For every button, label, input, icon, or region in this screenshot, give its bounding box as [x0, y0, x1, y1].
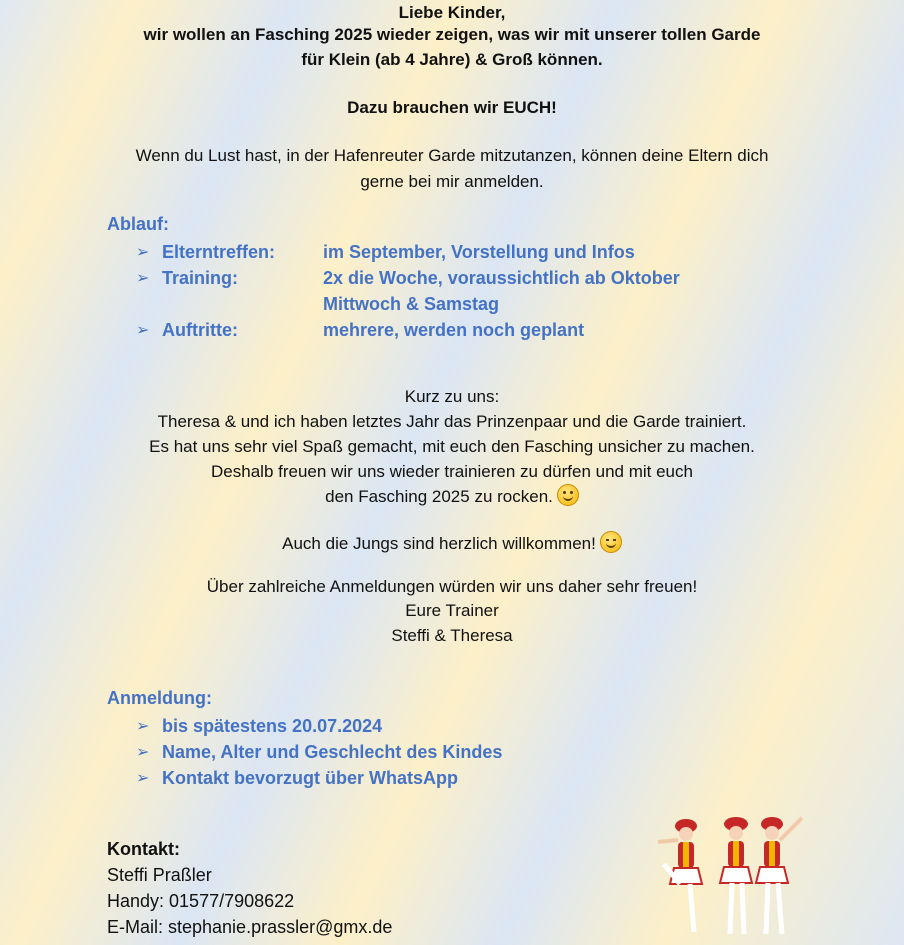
ablauf-label: Auftritte:	[162, 320, 238, 340]
ablauf-value: mehrere, werden noch geplant	[323, 320, 585, 340]
arrow-bullet-icon: ➢	[136, 322, 150, 339]
kontakt-email[interactable]: E-Mail: stephanie.prassler@gmx.de	[107, 917, 393, 937]
ablauf-value: im September, Vorstellung und Infos	[323, 242, 635, 262]
ablauf-value-2: Mittwoch & Samstag	[323, 294, 500, 314]
ablauf-value: 2x die Woche, voraussichtlich ab Oktober	[323, 268, 680, 288]
call-to-action: Dazu brauchen wir EUCH!	[347, 98, 557, 117]
boys-welcome: Auch die Jungs sind herzlich willkommen!	[282, 534, 596, 553]
about-line-4: den Fasching 2025 zu rocken.	[325, 487, 553, 506]
smiley-icon	[557, 484, 579, 506]
arrow-bullet-icon: ➢	[136, 744, 150, 761]
arrow-bullet-icon: ➢	[136, 270, 150, 287]
about-line-4-row	[0, 484, 904, 509]
thanks-line: Über zahlreiche Anmeldungen würden wir uns daher sehr freuen!	[206, 577, 698, 596]
ablauf-label: Training:	[162, 268, 238, 288]
intro-text-2: gerne bei mir anmelden.	[360, 172, 544, 191]
garde-dancers-illustration	[650, 812, 810, 942]
wink-icon	[600, 531, 622, 553]
intro-line-3: für Klein (ab 4 Jahre) & Groß können.	[301, 50, 603, 69]
kontakt-phone[interactable]: Handy: 01577/7908622	[107, 891, 295, 911]
signature-1: Eure Trainer	[405, 601, 499, 620]
arrow-bullet-icon: ➢	[136, 770, 150, 787]
ablauf-heading: Ablauf:	[107, 214, 169, 234]
kontakt-heading: Kontakt:	[107, 839, 180, 859]
arrow-bullet-icon: ➢	[136, 244, 150, 261]
anmeldung-item: Name, Alter und Geschlecht des Kindes	[162, 742, 503, 762]
intro-line-2: wir wollen an Fasching 2025 wieder zeigen, was wir mit unserer tollen Garde	[143, 25, 761, 44]
kontakt-name: Steffi Praßler	[107, 865, 212, 885]
greeting: Liebe Kinder,	[398, 3, 506, 22]
anmeldung-heading: Anmeldung:	[107, 688, 212, 708]
arrow-bullet-icon: ➢	[136, 718, 150, 735]
about-line-3: Deshalb freuen wir uns wieder trainieren zu dürfen und mit euch	[211, 462, 693, 481]
anmeldung-item: Kontakt bevorzugt über WhatsApp	[162, 768, 458, 788]
intro-text-1: Wenn du Lust hast, in der Hafenreuter Garde mitzutanzen, können deine Eltern dich	[135, 146, 769, 165]
about-title: Kurz zu uns:	[404, 387, 500, 406]
anmeldung-item: bis spätestens 20.07.2024	[162, 716, 383, 736]
about-line-1: Theresa & und ich haben letztes Jahr das Prinzenpaar und die Garde trainiert.	[157, 412, 747, 431]
boys-row	[0, 531, 904, 556]
signature-2: Steffi & Theresa	[391, 626, 513, 645]
ablauf-label: Elterntreffen:	[162, 242, 276, 262]
about-line-2: Es hat uns sehr viel Spaß gemacht, mit euch den Fasching unsicher zu machen.	[149, 437, 755, 456]
